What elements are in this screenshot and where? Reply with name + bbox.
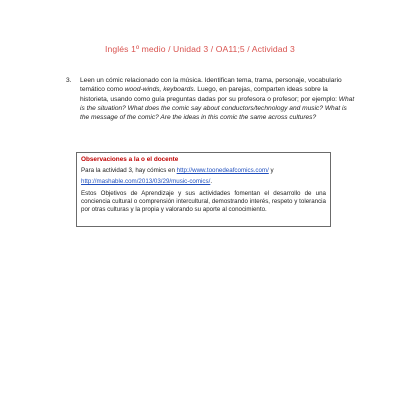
mashable-link[interactable]: http://mashable.com/2013/03/29/music-comics/	[81, 178, 211, 186]
observations-paragraph: Estos Objetivos de Aprendizaje y sus actividades fomentan el desarrollo de una conciencia cultural o comprensión intercultural, demostrando interés, respeto y tolerancia por otras culturas y la propia y valorando su aporte al conocimiento.	[81, 189, 326, 214]
activity-text	[80, 76, 356, 122]
observations-line-1-suffix: y	[268, 167, 274, 174]
observations-line-1	[81, 167, 326, 175]
activity-italic-vocabulary: wood-winds, keyboards	[124, 86, 194, 94]
page-title: Inglés 1º medio / Unidad 3 / OA11;5 / Actividad 3	[105, 44, 295, 54]
observations-title: Observaciones a la o el docente	[81, 156, 179, 163]
toonedeafcomics-link[interactable]: http://www.toonedeafcomics.com/	[176, 167, 269, 174]
activity-item	[66, 76, 356, 122]
observations-line-2	[81, 178, 326, 186]
activity-text-part1: Leen un cómic relacionado con la música. Identifican tema, trama, personaje, vocabulario temático como	[80, 77, 342, 94]
observations-line-2-suffix: .	[210, 178, 213, 186]
observations-line-1-prefix: Para la actividad 3, hay cómics en	[81, 167, 177, 174]
observations-box	[76, 152, 331, 227]
activity-text-part2: . Luego, en parejas, comparten ideas sobre la historieta, usando como guía preguntas dadas por su profesora o profesor; por ejemplo:	[80, 86, 339, 103]
activity-number: 3.	[66, 77, 72, 84]
activity-italic-questions: What is the situation? What does the comic say about conductors/technology and music? What is the message of the comic? Are the ideas in this comic the same across cultures?	[80, 95, 355, 122]
